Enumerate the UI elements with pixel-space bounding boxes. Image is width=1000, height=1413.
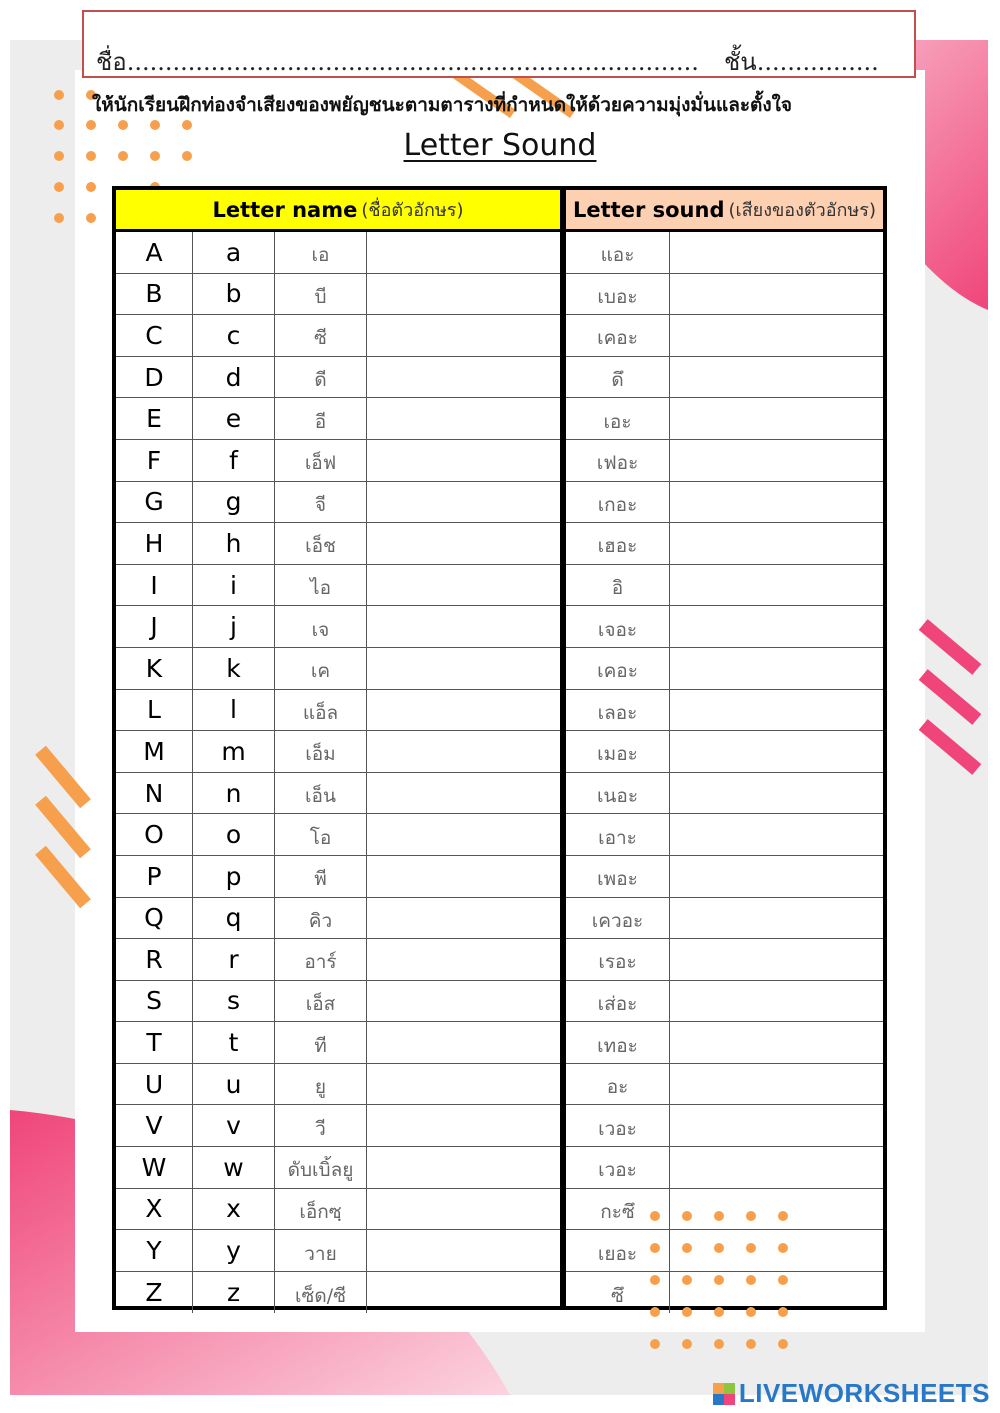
letter-name-table [112,186,564,1310]
letter-sound-answer-cell[interactable] [670,357,883,398]
uppercase-letter: M [116,731,193,772]
instruction-text: ให้นักเรียนฝึกท่องจำเสียงของพยัญชนะตามตารางที่กำหนดให้ด้วยความมุ่งมั่นและตั้งใจ [92,94,793,116]
lowercase-letter: y [193,1230,275,1271]
letter-sound-answer-cell[interactable] [670,898,883,939]
thai-letter-sound: เพอะ [566,856,670,897]
letter-name-answer-cell[interactable] [367,565,560,606]
letter-name-answer-cell[interactable] [367,731,560,772]
letter-sound-answer-cell[interactable] [670,1064,883,1105]
uppercase-letter: N [116,773,193,814]
table-row [566,814,883,856]
uppercase-letter: J [116,606,193,647]
thai-letter-name: วี [275,1105,367,1146]
letter-sound-rows [566,232,883,1306]
dot-decoration [54,213,64,223]
letter-sound-answer-cell[interactable] [670,232,883,273]
lowercase-letter: c [193,315,275,356]
dot-decoration [650,1275,660,1285]
dot-decoration [746,1339,756,1349]
thai-letter-name: บี [275,274,367,315]
dot-decoration [682,1243,692,1253]
table-row [116,1105,560,1147]
thai-letter-sound: เลอะ [566,690,670,731]
lowercase-letter: e [193,398,275,439]
lowercase-letter: p [193,856,275,897]
thai-letter-name: ดับเบิ้ลยู [275,1147,367,1188]
letter-name-answer-cell[interactable] [367,1189,560,1230]
letter-sound-answer-cell[interactable] [670,814,883,855]
dot-decoration [746,1275,756,1285]
thai-letter-sound: แอะ [566,232,670,273]
thai-letter-name: โอ [275,814,367,855]
dot-decoration [714,1275,724,1285]
table-row [116,357,560,399]
table-row [566,357,883,399]
table-row [116,773,560,815]
thai-letter-name: เอ็ช [275,523,367,564]
table-row [566,606,883,648]
thai-letter-name: เอ็ม [275,731,367,772]
uppercase-letter: Y [116,1230,193,1271]
dot-decoration [54,182,64,192]
dot-decoration [682,1275,692,1285]
table-row [116,981,560,1023]
letter-name-answer-cell[interactable] [367,1064,560,1105]
letter-name-answer-cell[interactable] [367,648,560,689]
letter-name-answer-cell[interactable] [367,232,560,273]
table-row [116,1272,560,1314]
lowercase-letter: z [193,1272,275,1314]
table-row [566,1022,883,1064]
thai-letter-name: แอ็ล [275,690,367,731]
uppercase-letter: K [116,648,193,689]
uppercase-letter: P [116,856,193,897]
thai-letter-sound: เทอะ [566,1022,670,1063]
letter-name-answer-cell[interactable] [367,690,560,731]
letter-sound-answer-cell[interactable] [670,1189,883,1230]
dot-decoration [682,1211,692,1221]
dot-decoration [682,1339,692,1349]
student-class-field[interactable]: ชั้น................ [724,48,879,76]
thai-letter-name: จี [275,482,367,523]
thai-letter-name: อี [275,398,367,439]
student-name-field[interactable]: ชื่อ........................................................................... [96,48,699,76]
letter-name-answer-cell[interactable] [367,1105,560,1146]
page-title [0,128,1000,163]
thai-letter-name: เอ [275,232,367,273]
table-row [116,482,560,524]
thai-letter-name: ยู [275,1064,367,1105]
thai-letter-sound: เคอะ [566,315,670,356]
thai-letter-sound: ดึ [566,357,670,398]
table-row [116,565,560,607]
uppercase-letter: B [116,274,193,315]
table-row [566,1189,883,1231]
letter-sound-answer-cell[interactable] [670,1272,883,1314]
letter-name-answer-cell[interactable] [367,773,560,814]
table-row [116,1147,560,1189]
dot-decoration [778,1243,788,1253]
lowercase-letter: g [193,482,275,523]
letter-sound-table [562,186,887,1310]
table-row [566,1272,883,1314]
thai-letter-sound: เบอะ [566,274,670,315]
letter-name-answer-cell[interactable] [367,398,560,439]
table-row [116,856,560,898]
dot-decoration [714,1339,724,1349]
dot-decoration [778,1275,788,1285]
dot-decoration [746,1211,756,1221]
letter-name-answer-cell[interactable] [367,315,560,356]
table-row [566,939,883,981]
table-row [116,898,560,940]
table-row [566,981,883,1023]
table-row [116,939,560,981]
uppercase-letter: H [116,523,193,564]
thai-letter-name: อาร์ [275,939,367,980]
letter-sound-answer-cell[interactable] [670,398,883,439]
lowercase-letter: v [193,1105,275,1146]
uppercase-letter: G [116,482,193,523]
thai-letter-sound: เวอะ [566,1147,670,1188]
thai-letter-sound: เส่อะ [566,981,670,1022]
thai-letter-sound: เรอะ [566,939,670,980]
thai-letter-name: เอ็กซฺ [275,1189,367,1230]
thai-letter-sound: เฮอะ [566,523,670,564]
letter-sound-answer-cell[interactable] [670,1147,883,1188]
uppercase-letter: Z [116,1272,193,1314]
table-row [116,274,560,316]
table-row [116,814,560,856]
letter-sound-header-thai: (เสียงของตัวอักษร) [728,200,876,221]
table-row [116,1064,560,1106]
lowercase-letter: s [193,981,275,1022]
thai-letter-name: ดี [275,357,367,398]
table-row [566,1230,883,1272]
letter-sound-answer-cell[interactable] [670,648,883,689]
thai-letter-name: พี [275,856,367,897]
thai-letter-name: คิว [275,898,367,939]
dot-decoration [778,1339,788,1349]
table-row [566,274,883,316]
letter-sound-answer-cell[interactable] [670,773,883,814]
table-row [116,606,560,648]
uppercase-letter: V [116,1105,193,1146]
letter-sound-answer-cell[interactable] [670,482,883,523]
lowercase-letter: j [193,606,275,647]
uppercase-letter: L [116,690,193,731]
letter-name-answer-cell[interactable] [367,523,560,564]
table-row [116,398,560,440]
table-row [566,1064,883,1106]
letter-name-header [116,190,560,232]
lowercase-letter: i [193,565,275,606]
thai-letter-name: ที [275,1022,367,1063]
table-row [566,523,883,565]
thai-letter-name: เจ [275,606,367,647]
thai-letter-sound: เกอะ [566,482,670,523]
letter-name-answer-cell[interactable] [367,1272,560,1314]
lowercase-letter: a [193,232,275,273]
page-title-text: Letter Sound [403,128,597,163]
uppercase-letter: I [116,565,193,606]
lowercase-letter: k [193,648,275,689]
thai-letter-sound: กะซึ [566,1189,670,1230]
table-row [116,1022,560,1064]
letter-name-rows [116,232,560,1306]
thai-letter-sound: เฟอะ [566,440,670,481]
table-row [116,690,560,732]
letter-sound-answer-cell[interactable] [670,939,883,980]
thai-letter-name: เซ็ด/ซี [275,1272,367,1314]
dot-decoration [650,1243,660,1253]
letter-name-answer-cell[interactable] [367,274,560,315]
uppercase-letter: A [116,232,193,273]
uppercase-letter: D [116,357,193,398]
table-row [116,523,560,565]
thai-letter-sound: เวอะ [566,1105,670,1146]
table-row [566,398,883,440]
table-row [566,1105,883,1147]
letter-sound-answer-cell[interactable] [670,1105,883,1146]
dot-decoration [714,1211,724,1221]
table-row [566,232,883,274]
liveworksheets-logo-icon [713,1383,735,1405]
letter-sound-header-label: Letter sound [573,197,725,222]
letter-name-answer-cell[interactable] [367,898,560,939]
uppercase-letter: U [116,1064,193,1105]
dot-decoration [650,1339,660,1349]
uppercase-letter: T [116,1022,193,1063]
dot-decoration [650,1211,660,1221]
uppercase-letter: S [116,981,193,1022]
thai-letter-sound: เยอะ [566,1230,670,1271]
uppercase-letter: C [116,315,193,356]
table-row [566,565,883,607]
thai-letter-name: เอ็น [275,773,367,814]
lowercase-letter: w [193,1147,275,1188]
letter-sound-answer-cell[interactable] [670,315,883,356]
table-row [566,898,883,940]
table-row [116,1230,560,1272]
dot-decoration [86,182,96,192]
thai-letter-name: เค [275,648,367,689]
letter-sound-answer-cell[interactable] [670,690,883,731]
table-row [566,648,883,690]
thai-letter-sound: เควอะ [566,898,670,939]
dot-decoration [778,1211,788,1221]
letter-sound-answer-cell[interactable] [670,274,883,315]
uppercase-letter: E [116,398,193,439]
dot-decoration [746,1243,756,1253]
table-row [566,773,883,815]
dot-decoration [86,213,96,223]
brand-text: LIVEWORKSHEETS [738,1378,990,1408]
uppercase-letter: Q [116,898,193,939]
table-row [116,731,560,773]
uppercase-letter: R [116,939,193,980]
letter-name-answer-cell[interactable] [367,357,560,398]
lowercase-letter: h [193,523,275,564]
dot-decoration [746,1307,756,1317]
table-row [116,648,560,690]
dot-decoration [778,1307,788,1317]
thai-letter-sound: อะ [566,1064,670,1105]
letter-name-answer-cell[interactable] [367,981,560,1022]
letter-name-answer-cell[interactable] [367,856,560,897]
letter-name-answer-cell[interactable] [367,482,560,523]
lowercase-letter: l [193,690,275,731]
letter-sound-answer-cell[interactable] [670,1230,883,1271]
letter-name-answer-cell[interactable] [367,814,560,855]
table-row [566,1147,883,1189]
thai-letter-sound: เมอะ [566,731,670,772]
thai-letter-sound: ซึ [566,1272,670,1314]
dot-decoration [682,1307,692,1317]
uppercase-letter: O [116,814,193,855]
table-row [116,315,560,357]
uppercase-letter: X [116,1189,193,1230]
letter-sound-answer-cell[interactable] [670,523,883,564]
letter-sound-answer-cell[interactable] [670,731,883,772]
table-row [566,731,883,773]
thai-letter-sound: เนอะ [566,773,670,814]
lowercase-letter: r [193,939,275,980]
lowercase-letter: n [193,773,275,814]
thai-letter-name: ซี [275,315,367,356]
letter-name-answer-cell[interactable] [367,939,560,980]
letter-name-answer-cell[interactable] [367,606,560,647]
table-row [566,856,883,898]
letter-name-header-thai: (ชื่อตัวอักษร) [361,200,464,221]
lowercase-letter: b [193,274,275,315]
lowercase-letter: q [193,898,275,939]
letter-name-header-label: Letter name [212,197,358,222]
lowercase-letter: m [193,731,275,772]
dot-decoration [650,1307,660,1317]
table-row [566,315,883,357]
thai-letter-sound: อิ [566,565,670,606]
letter-name-answer-cell[interactable] [367,1022,560,1063]
letter-sound-answer-cell[interactable] [670,856,883,897]
letter-sound-answer-cell[interactable] [670,440,883,481]
letter-sound-answer-cell[interactable] [670,565,883,606]
dot-decoration [714,1307,724,1317]
table-row [566,440,883,482]
thai-letter-name: วาย [275,1230,367,1271]
table-row [116,1189,560,1231]
lowercase-letter: u [193,1064,275,1105]
uppercase-letter: F [116,440,193,481]
table-row [566,482,883,524]
thai-letter-name: ไอ [275,565,367,606]
letter-sound-answer-cell[interactable] [670,981,883,1022]
thai-letter-name: เอ็ฟ [275,440,367,481]
lowercase-letter: o [193,814,275,855]
letter-sound-answer-cell[interactable] [670,606,883,647]
liveworksheets-brand [713,1378,990,1409]
thai-letter-name: เอ็ส [275,981,367,1022]
lowercase-letter: x [193,1189,275,1230]
dot-decoration [714,1243,724,1253]
thai-letter-sound: เอะ [566,398,670,439]
letter-name-answer-cell[interactable] [367,1230,560,1271]
lowercase-letter: t [193,1022,275,1063]
table-row [116,232,560,274]
thai-letter-sound: เอาะ [566,814,670,855]
table-row [116,440,560,482]
letter-sound-answer-cell[interactable] [670,1022,883,1063]
thai-letter-sound: เคอะ [566,648,670,689]
letter-name-answer-cell[interactable] [367,1147,560,1188]
thai-letter-sound: เจอะ [566,606,670,647]
dot-decoration [54,90,64,100]
letter-name-answer-cell[interactable] [367,440,560,481]
lowercase-letter: f [193,440,275,481]
student-info-box [82,10,916,78]
table-row [566,690,883,732]
uppercase-letter: W [116,1147,193,1188]
letter-sound-header [566,190,883,232]
lowercase-letter: d [193,357,275,398]
